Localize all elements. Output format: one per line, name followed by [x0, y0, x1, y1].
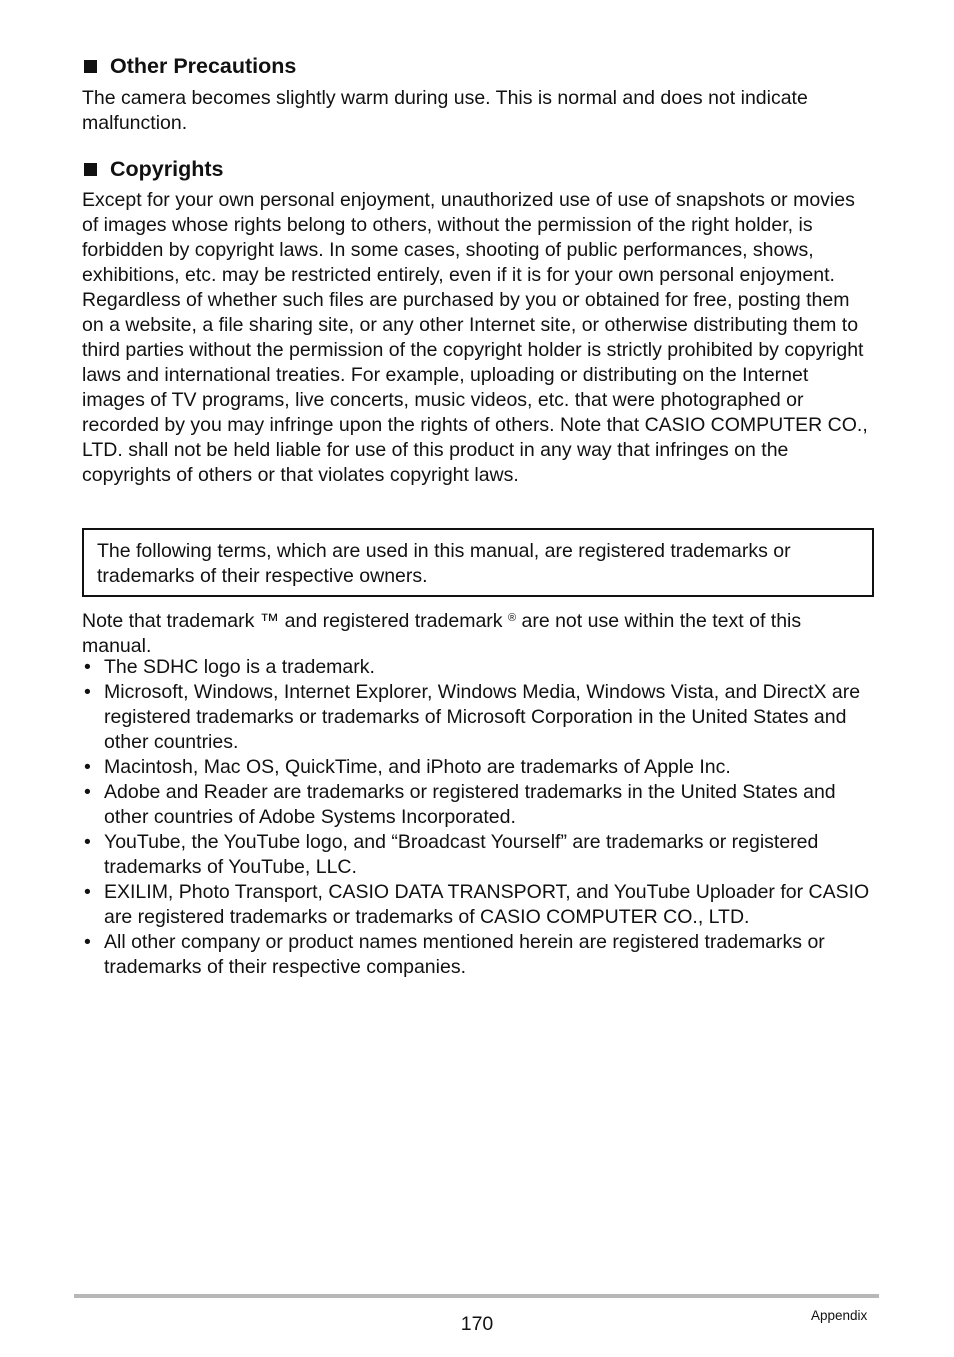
footer-divider [74, 1294, 879, 1298]
trademark-notice-box: The following terms, which are used in this manual, are registered trademarks or trademarks of their respective owners. [82, 528, 874, 597]
trademark-note-part3: are not use within the text of this manual. [82, 610, 802, 657]
bullet-icon: • [84, 656, 91, 678]
heading-text: Copyrights [110, 157, 224, 181]
list-item-text: All other company or product names mentioned herein are registered trademarks or trademarks of their respective companies. [104, 931, 825, 978]
list-item-text: Macintosh, Mac OS, QuickTime, and iPhoto are trademarks of Apple Inc. [104, 756, 731, 778]
list-item-text: The SDHC logo is a trademark. [104, 656, 375, 678]
bullet-icon: • [84, 831, 91, 853]
list-item-text: EXILIM, Photo Transport, CASIO DATA TRANSPORT, and YouTube Uploader for CASIO are registered trademarks or trademarks of CASIO COMPUTER CO., LTD. [104, 881, 870, 928]
square-bullet-icon [84, 163, 97, 176]
trademark-note [82, 606, 874, 659]
section-label: Appendix [811, 1308, 868, 1323]
trademark-note-part1: Note that trademark [82, 610, 260, 632]
list-item-text: YouTube, the YouTube logo, and “Broadcast Yourself” are trademarks or registered trademarks of YouTube, LLC. [104, 831, 819, 878]
list-item-text: Microsoft, Windows, Internet Explorer, Windows Media, Windows Vista, and DirectX are registered trademarks or trademarks of Microsoft Corporation in the United States and other countries. [104, 681, 861, 753]
heading-copyrights [82, 157, 223, 182]
bullet-icon: • [84, 931, 91, 953]
list-item [82, 655, 882, 680]
list-item-text: Adobe and Reader are trademarks or registered trademarks in the United States and other countries of Adobe Systems Incorporated. [104, 781, 836, 828]
list-item [82, 680, 882, 755]
bullet-icon: • [84, 681, 91, 703]
bullet-icon: • [84, 781, 91, 803]
heading-text: Other Precautions [110, 54, 297, 78]
list-item [82, 880, 882, 930]
tm-symbol: ™ [259, 610, 280, 632]
other-precautions-body: The camera becomes slightly warm during use. This is normal and does not indicate malfunction. [82, 87, 808, 134]
page-number: 170 [460, 1313, 494, 1335]
bullet-icon: • [84, 881, 91, 903]
list-item [82, 780, 882, 830]
registered-symbol: ® [507, 612, 517, 624]
trademark-list [82, 655, 882, 980]
list-item [82, 755, 882, 780]
heading-other-precautions [82, 54, 296, 79]
list-item [82, 930, 882, 980]
square-bullet-icon [84, 60, 97, 73]
copyrights-body: Except for your own personal enjoyment, unauthorized use of use of snapshots or movies of images whose rights belong to others, without the permission of the right holder, is forbidden by copyright laws. In some cases, shooting of public performances, shows, exhibitions, etc. may be restricted entirely, even if it is for your own personal enjoyment. Regardless of whether such files are purchased by you or obtained for free, posting them on a website, a file sharing site, or any other Internet site, or otherwise distributing them to third parties without the permission of the copyright holder is strictly prohibited by copyright laws and international treaties. For example, uploading or distributing on the Internet images of TV programs, live concerts, music videos, etc. that were photographed or recorded by you may infringe upon the rights of others. Note that CASIO COMPUTER CO., LTD. shall not be held liable for use of this product in any way that infringes on the copyrights of others or that violates copyright laws. [82, 189, 868, 486]
trademark-note-part2: and registered trademark [279, 610, 508, 632]
bullet-icon: • [84, 756, 91, 778]
list-item [82, 830, 882, 880]
